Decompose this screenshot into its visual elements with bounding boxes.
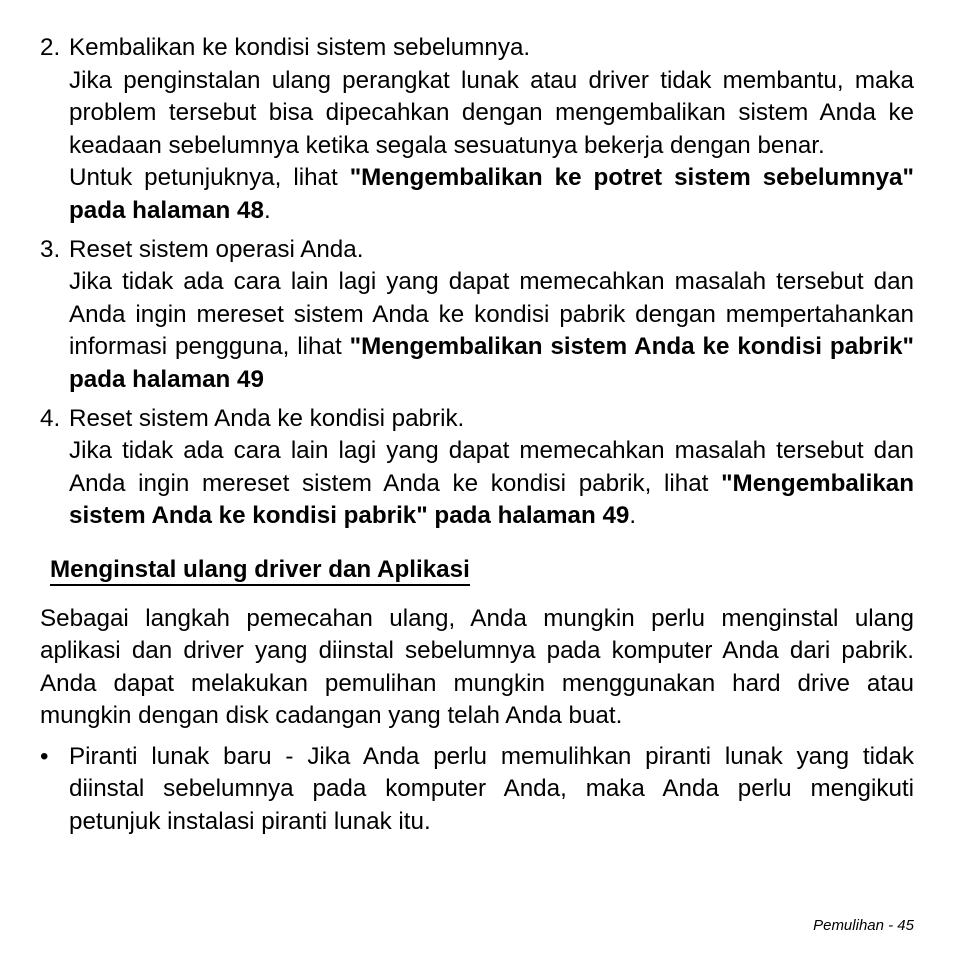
list-item-paragraph-reference: Jika tidak ada cara lain lagi yang dapat memecahkan masalah tersebut dan Anda ingin mereset sistem Anda ke kondisi pabrik, lihat "Mengembalikan sistem Anda ke kondisi pabrik" pada halaman 49. [69, 437, 914, 530]
bullet-text: Piranti lunak baru - Jika Anda perlu memulihkan piranti lunak yang tidak diinstal sebelumnya pada komputer Anda, maka Anda perlu mengikuti petunjuk instalasi piranti lunak itu. [69, 742, 914, 836]
bullet-item [40, 741, 914, 839]
bullet-icon: • [40, 742, 49, 770]
cross-reference-link[interactable]: "Mengembalikan ke potret sistem sebelumnya" pada halaman 48 [69, 164, 914, 224]
list-number: 3. [40, 235, 61, 263]
list-number: 2. [40, 34, 61, 61]
cross-reference-link[interactable]: "Mengembalikan sistem Anda ke kondisi pabrik" pada halaman 49 [69, 469, 914, 530]
list-item-heading: Reset sistem operasi Anda. [69, 235, 364, 263]
section-heading: Menginstal ulang driver dan Aplikasi [50, 556, 470, 586]
page-footer: Pemulihan - 45 [813, 917, 914, 934]
list-item-heading: Reset sistem Anda ke kondisi pabrik. [69, 404, 465, 432]
list-number: 4. [40, 404, 61, 432]
list-item-4 [40, 403, 914, 533]
list-item-paragraph: Jika penginstalan ulang perangkat lunak atau driver tidak membantu, maka problem tersebut bisa dipecahkan dengan mengembalikan sistem Anda ke keadaan sebelumnya ketika segala sesuatunya bekerja dengan benar. [69, 66, 914, 159]
list-item-3 [40, 234, 914, 397]
cross-reference-link[interactable]: "Mengembalikan sistem Anda ke kondisi pabrik" pada halaman 49 [69, 333, 914, 393]
list-item-2 [40, 32, 914, 228]
list-item-paragraph-reference: Jika tidak ada cara lain lagi yang dapat memecahkan masalah tersebut dan Anda ingin mereset sistem Anda ke kondisi pabrik dengan mempertahankan informasi pengguna, lihat "Mengembalikan sistem Anda ke kondisi pabrik" pada halaman 49 [69, 268, 914, 393]
section-intro-paragraph: Sebagai langkah pemecahan ulang, Anda mungkin perlu menginstal ulang aplikasi dan driver yang diinstal sebelumnya pada komputer Anda dari pabrik. Anda dapat melakukan pemulihan mungkin menggunakan hard drive atau mungkin dengan disk cadangan yang telah Anda buat. [40, 604, 914, 730]
list-item-heading: Kembalikan ke kondisi sistem sebelumnya. [69, 34, 531, 61]
document-page [40, 32, 914, 839]
list-item-paragraph-reference: Untuk petunjuknya, lihat "Mengembalikan ke potret sistem sebelumnya" pada halaman 48. [69, 164, 914, 224]
